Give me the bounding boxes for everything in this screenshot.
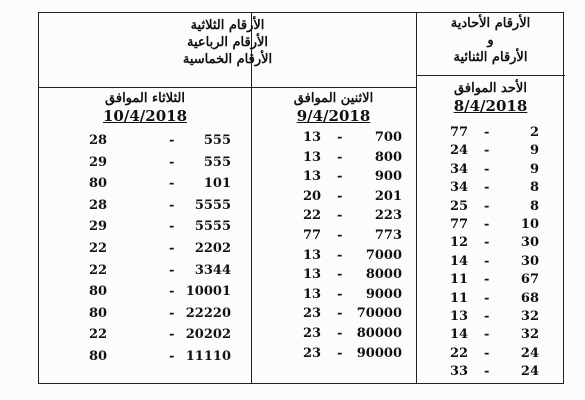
right-number: 67: [520, 272, 539, 288]
right-number: 32: [520, 327, 539, 343]
left-number: 80: [89, 284, 108, 300]
separator-dash: -: [169, 197, 175, 213]
left-number: 14: [450, 327, 469, 343]
table-row: [251, 324, 416, 344]
right-number: 101: [203, 176, 231, 192]
table-row: [39, 261, 251, 281]
table-row: [251, 246, 416, 266]
header-multi-digit: [39, 17, 416, 68]
table-row: [416, 344, 565, 364]
day-date: 10/4/2018: [102, 107, 188, 125]
left-number: 14: [450, 253, 469, 269]
separator-dash: -: [337, 345, 343, 361]
right-number: 80000: [356, 326, 402, 341]
left-number: 13: [303, 169, 322, 185]
day-date: 8/4/2018: [453, 97, 528, 115]
table-row: [416, 178, 565, 198]
table-row: [39, 131, 251, 151]
table-row: [39, 282, 251, 302]
left-number: 13: [303, 130, 322, 145]
table-row: [416, 307, 565, 327]
header-line: الأرقام الخماسية: [182, 52, 273, 67]
left-number: 77: [450, 125, 469, 140]
table-row: [251, 285, 416, 305]
right-number: 68: [520, 290, 539, 306]
table-row: [39, 174, 251, 194]
right-number: 9000: [365, 286, 402, 302]
left-number: 13: [303, 149, 322, 165]
day-date: 9/4/2018: [296, 107, 371, 125]
left-number: 13: [303, 247, 322, 263]
table-row: [416, 215, 565, 235]
right-number: 24: [520, 345, 539, 361]
separator-dash: -: [169, 219, 175, 235]
separator-dash: -: [484, 180, 490, 196]
right-number: 5555: [194, 219, 231, 235]
header-divider: [416, 75, 565, 76]
table-row: [416, 252, 565, 272]
left-number: 80: [89, 176, 108, 192]
header-line: الأرقام الثنائية: [453, 50, 528, 65]
left-number: 12: [450, 235, 469, 251]
table-row: [416, 141, 565, 161]
table-row: [39, 153, 251, 173]
right-number: 30: [520, 235, 539, 251]
separator-dash: -: [484, 217, 490, 232]
left-number: 29: [89, 219, 108, 235]
right-number: 90000: [356, 345, 402, 361]
separator-dash: -: [484, 272, 490, 288]
separator-dash: -: [484, 364, 490, 380]
left-number: 77: [303, 228, 322, 243]
right-number: 70000: [356, 306, 402, 322]
separator-dash: -: [484, 327, 490, 343]
separator-dash: -: [337, 208, 343, 224]
table-row: [39, 196, 251, 216]
separator-dash: -: [169, 284, 175, 300]
left-number: 11: [450, 272, 469, 288]
table-row: [39, 217, 251, 237]
right-number: 8000: [365, 267, 402, 283]
right-number: 9: [529, 161, 539, 177]
table-row: [39, 325, 251, 345]
table-row: [416, 123, 565, 143]
separator-dash: -: [484, 345, 490, 361]
left-number: 24: [450, 143, 469, 159]
table-row: [416, 270, 565, 290]
right-number: 555: [203, 154, 231, 170]
separator-dash: -: [169, 241, 175, 256]
left-number: 80: [89, 349, 108, 364]
left-number: 13: [450, 309, 469, 324]
left-number: 28: [89, 133, 108, 148]
separator-dash: -: [169, 133, 175, 148]
separator-dash: -: [484, 125, 490, 140]
separator-dash: -: [484, 161, 490, 177]
left-number: 23: [303, 306, 322, 322]
table-row: [251, 167, 416, 187]
table-row: [251, 187, 416, 207]
table-row: [416, 160, 565, 180]
table-row: [416, 325, 565, 345]
header-line: الأرقام الثلاثية: [190, 18, 265, 33]
table-row: [251, 128, 416, 148]
separator-dash: -: [337, 169, 343, 185]
separator-dash: -: [337, 267, 343, 283]
separator-dash: -: [484, 290, 490, 306]
separator-dash: -: [484, 198, 490, 214]
table-row: [39, 347, 251, 367]
table-row: [251, 148, 416, 168]
header-single-double-digit: [416, 15, 565, 66]
separator-dash: -: [169, 349, 175, 364]
right-number: 223: [374, 208, 402, 224]
header-line: و: [487, 33, 494, 48]
right-number: 2: [529, 125, 539, 140]
table-row: [251, 226, 416, 246]
header-line: الأرقام الرباعية: [186, 35, 269, 50]
sunday-header: [416, 81, 565, 115]
right-number: 201: [374, 188, 402, 204]
right-number: 9: [529, 143, 539, 159]
left-number: 13: [303, 286, 322, 302]
monday-header: [251, 91, 416, 125]
results-table: [38, 12, 564, 384]
separator-dash: -: [337, 306, 343, 322]
left-number: 23: [303, 326, 322, 341]
right-number: 20202: [185, 327, 231, 343]
separator-dash: -: [169, 305, 175, 321]
right-number: 11110: [185, 349, 231, 364]
separator-dash: -: [169, 327, 175, 343]
right-number: 32: [520, 309, 539, 324]
separator-dash: -: [337, 326, 343, 341]
separator-dash: -: [337, 188, 343, 204]
tuesday-header: [39, 91, 251, 125]
day-label: الأحد الموافق: [454, 81, 527, 96]
table-row: [416, 362, 565, 382]
separator-dash: -: [337, 228, 343, 243]
separator-dash: -: [484, 309, 490, 324]
right-number: 30: [520, 253, 539, 269]
right-number: 5555: [194, 197, 231, 213]
table-row: [416, 289, 565, 309]
day-label: الاثنين الموافق: [293, 91, 374, 106]
right-number: 773: [374, 228, 402, 243]
right-number: 700: [374, 130, 402, 145]
left-number: 34: [450, 161, 469, 177]
header-divider: [39, 87, 416, 88]
separator-dash: -: [337, 149, 343, 165]
left-number: 13: [303, 267, 322, 283]
table-row: [416, 233, 565, 253]
right-number: 555: [203, 133, 231, 148]
table-row: [251, 304, 416, 324]
right-number: 10001: [185, 284, 231, 300]
right-number: 8: [529, 180, 539, 196]
left-number: 11: [450, 290, 469, 306]
separator-dash: -: [484, 253, 490, 269]
left-number: 23: [303, 345, 322, 361]
left-number: 29: [89, 154, 108, 170]
separator-dash: -: [169, 154, 175, 170]
left-number: 22: [89, 327, 108, 343]
day-label: الثلاثاء الموافق: [105, 91, 185, 106]
separator-dash: -: [484, 143, 490, 159]
left-number: 20: [303, 188, 322, 204]
left-number: 22: [450, 345, 469, 361]
right-number: 22220: [185, 305, 231, 321]
right-number: 8: [529, 198, 539, 214]
right-number: 900: [374, 169, 402, 185]
table-row: [251, 344, 416, 364]
header-line: الأرقام الأحادية: [450, 16, 531, 31]
left-number: 28: [89, 197, 108, 213]
right-number: 800: [374, 149, 402, 165]
left-number: 25: [450, 198, 469, 214]
table-row: [251, 206, 416, 226]
left-number: 22: [89, 262, 108, 278]
left-number: 80: [89, 305, 108, 321]
left-number: 77: [450, 217, 469, 232]
right-number: 24: [520, 364, 539, 380]
separator-dash: -: [484, 235, 490, 251]
right-number: 7000: [365, 247, 402, 263]
left-number: 22: [89, 241, 108, 256]
right-number: 3344: [194, 262, 231, 278]
separator-dash: -: [169, 262, 175, 278]
table-row: [39, 304, 251, 324]
table-row: [251, 265, 416, 285]
separator-dash: -: [169, 176, 175, 192]
left-number: 33: [450, 364, 469, 380]
separator-dash: -: [337, 286, 343, 302]
table-row: [416, 197, 565, 217]
left-number: 22: [303, 208, 322, 224]
right-number: 2202: [194, 241, 231, 256]
separator-dash: -: [337, 130, 343, 145]
separator-dash: -: [337, 247, 343, 263]
table-row: [39, 239, 251, 259]
left-number: 34: [450, 180, 469, 196]
right-number: 10: [520, 217, 539, 232]
